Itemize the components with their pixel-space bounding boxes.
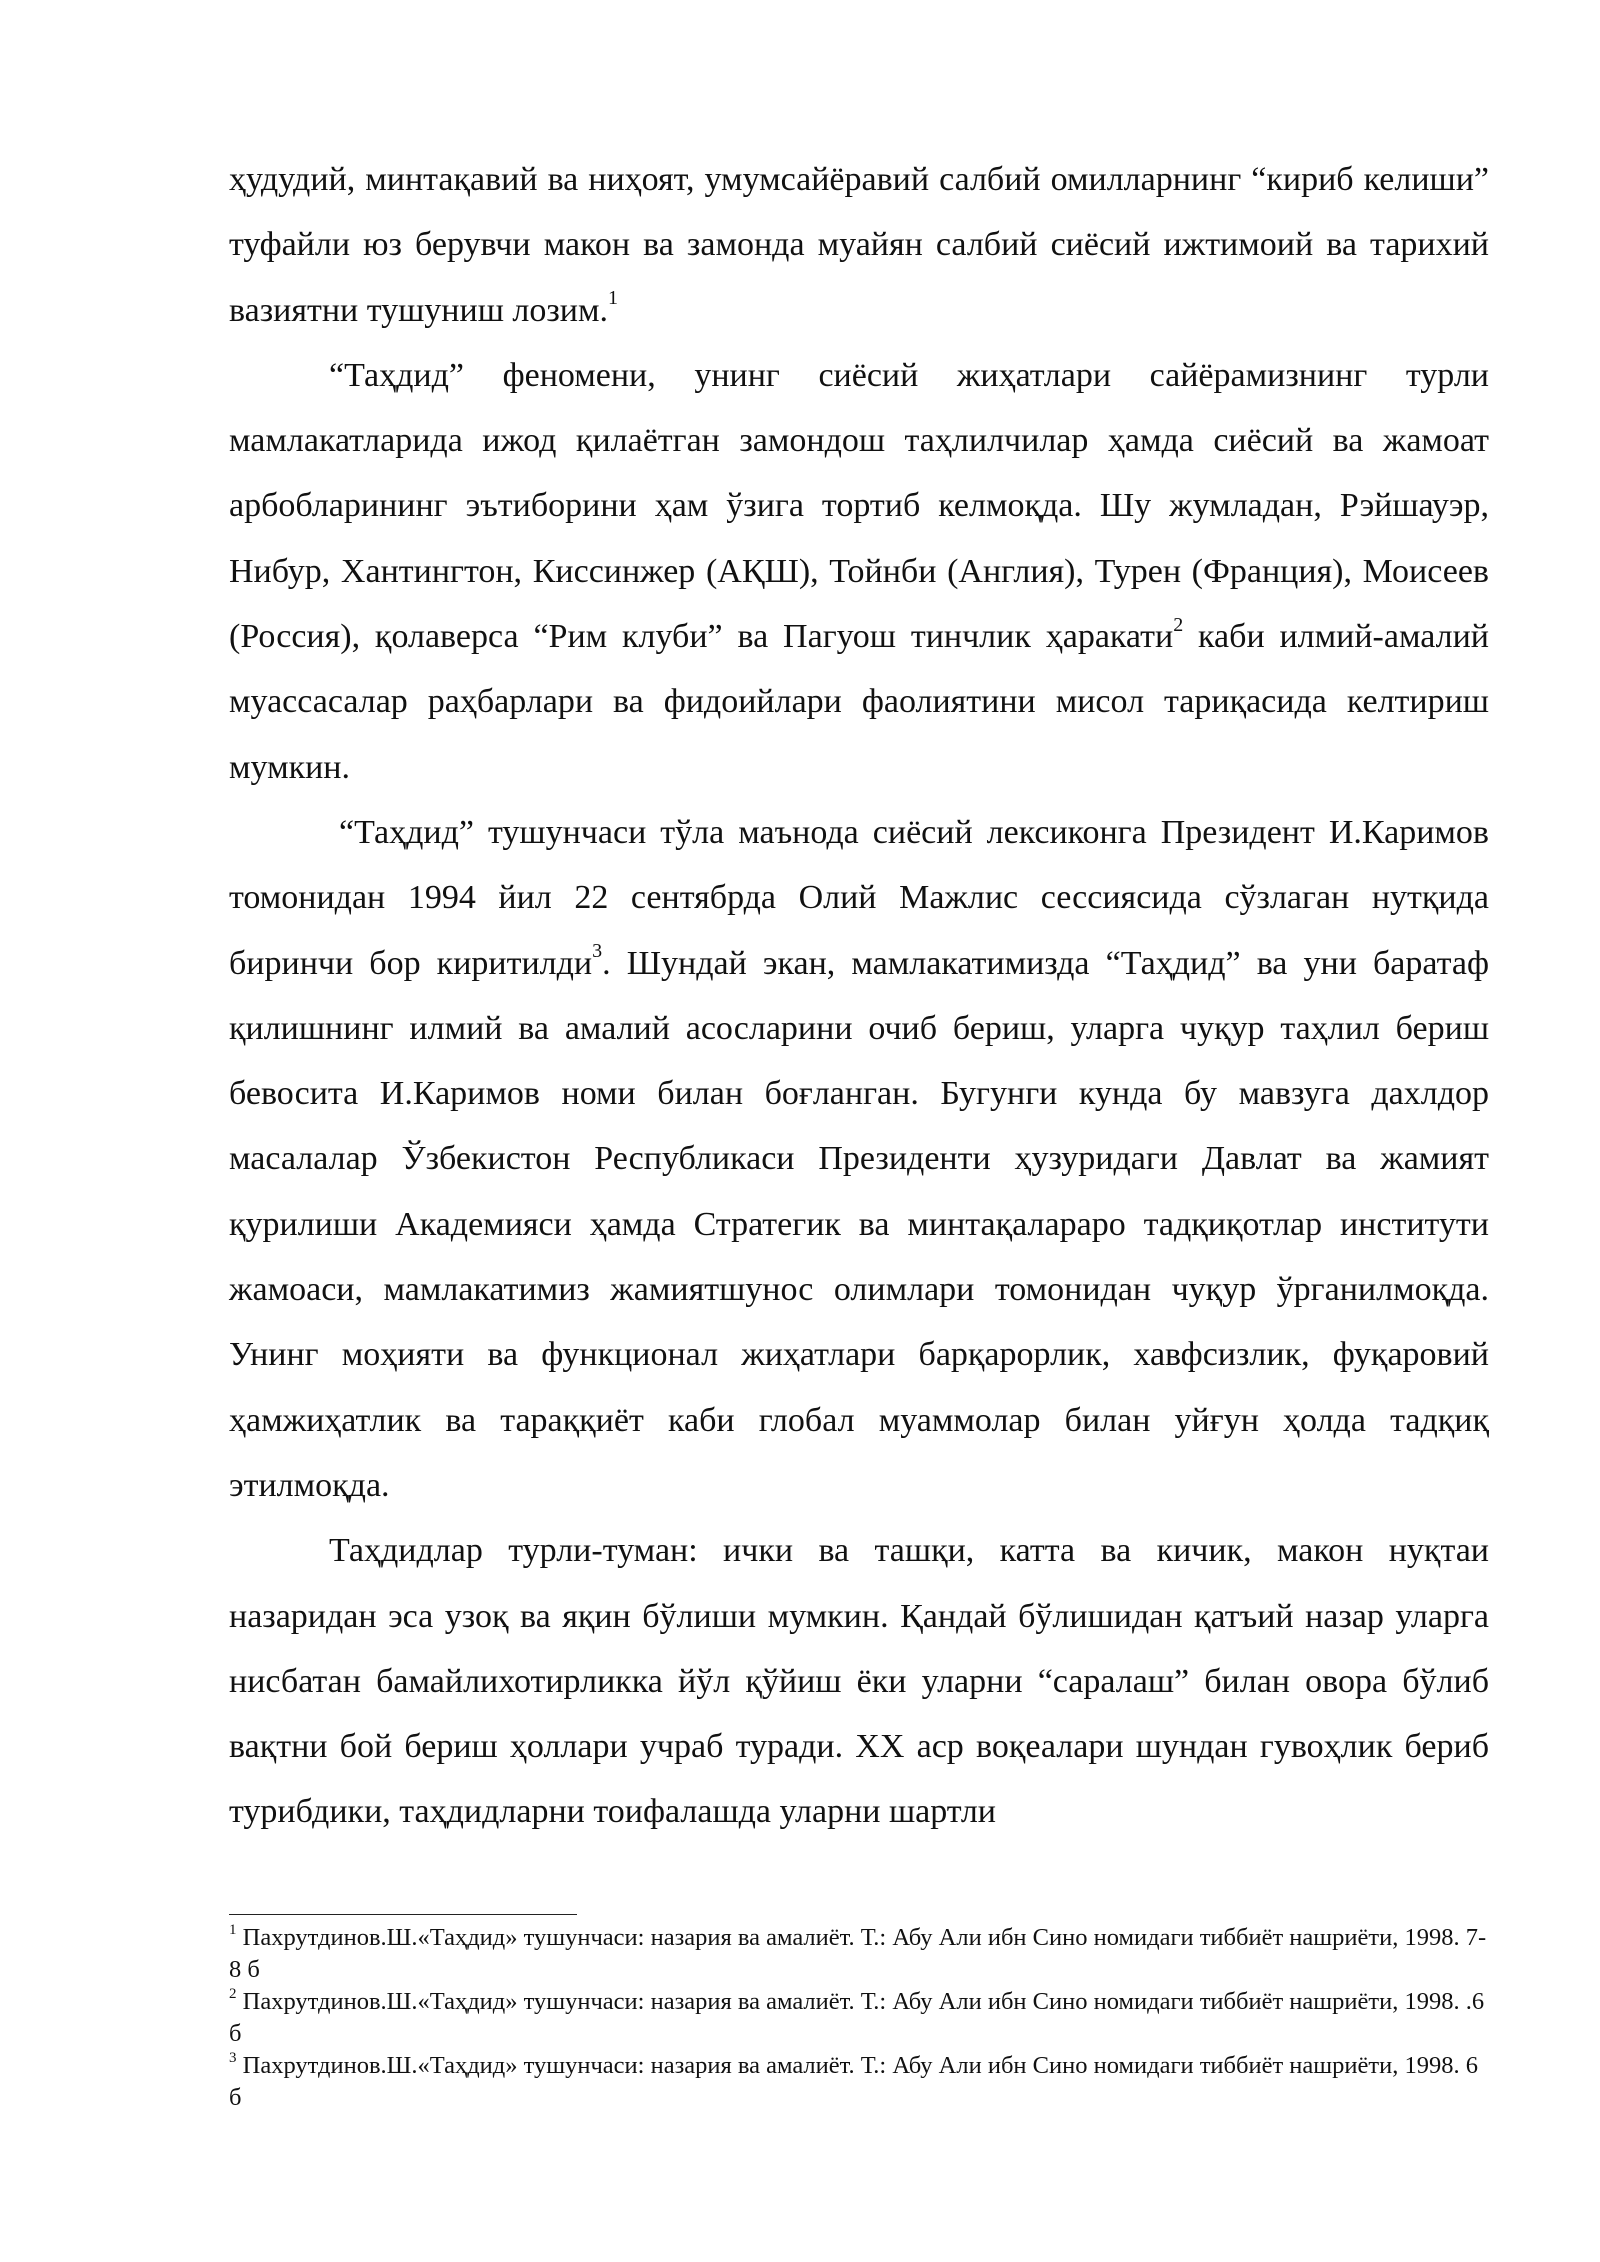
paragraph-2-text-a: “Таҳдид” феномени, унинг сиёсий жиҳатлари сайёрамизнинг турли мамлакатларида ижод қилаётган замондош таҳлилчилар ҳамда сиёсий ва жамоат арбобларининг эътиборини ҳам ўзига тортиб келмоқда. Шу жумладан, Рэйшауэр, Нибур, Хантингтон, Киссинжер (АҚШ), Тойнби (Англия), Турен (Франция), Моисеев (Россия), қолаверса “Рим клуби” ва Пагуош тинчлик ҳаракати (229, 356, 1489, 656)
footnote-text-3: Пахрутдинов.Ш.«Таҳдид» тушунчаси: назария ва амалиёт. Т.: Абу Али ибн Сино номидаги тиббиёт нашриёти, 1998. 6 б (229, 2052, 1478, 2111)
footnote-number-2: 2 (229, 1985, 237, 2002)
paragraph-2 (229, 343, 1489, 800)
paragraph-4 (229, 1518, 1489, 1844)
footnote-1 (229, 1922, 1489, 1986)
paragraph-3 (229, 800, 1489, 1518)
footnote-ref-2[interactable]: 2 (1173, 613, 1184, 636)
footnote-text-2: Пахрутдинов.Ш.«Таҳдид» тушунчаси: назария ва амалиёт. Т.: Абу Али ибн Сино номидаги тиббиёт нашриёти, 1998. .6 б (229, 1988, 1485, 2047)
paragraph-4-text: Таҳдидлар турли-туман: ички ва ташқи, катта ва кичик, макон нуқтаи назаридан эса узоқ ва яқин бўлиши мумкин. Қандай бўлишидан қатъий назар уларга нисбатан бамайлихотирликка йўл қўйиш ёки уларни “саралаш” билан овора бўлиб вақтни бой бериш ҳоллари учраб туради. XX аср воқеалари шундан гувоҳлик бериб турибдики, таҳдидларни тоифалашда уларни шартли (229, 1532, 1489, 1831)
paragraph-3-text-a: “Таҳдид” тушунчаси тўла маънода сиёсий лексиконга Президент И.Каримов томонидан 1994 йил 22 сентябрда Олий Мажлис сессиясида сўзлаган нутқида биринчи бор киритилди (229, 813, 1489, 982)
footnote-number-3: 3 (229, 2049, 237, 2066)
footnote-3 (229, 2050, 1489, 2114)
paragraph-3-text-b: . Шундай экан, мамлакатимизда “Таҳдид” ва уни баратаф қилишнинг илмий ва амалий асосларини очиб бериш, уларга чуқур таҳлил бериш бевосита И.Каримов номи билан боғланган. Бугунги кунда бу мавзуга дахлдор масалалар Ўзбекистон Республикаси Президенти ҳузуридаги Давлат ва жамият қурилиши Академияси ҳамда Стратегик ва минтақалараро тадқиқотлар институти жамоаси, мамлакатимиз жамиятшунос олимлари томонидан чуқур ўрганилмоқда. Унинг моҳияти ва функционал жиҳатлари барқарорлик, хавфсизлик, фуқаровий ҳамжиҳатлик ва тараққиёт каби глобал муаммолар билан уйғун ҳолда тадқиқ этилмоқда. (229, 944, 1489, 1504)
paragraph-2-text-b: каби илмий-амалий муассасалар раҳбарлари ва фидоийлари фаолиятини мисол тариқасида келтириш мумкин. (229, 618, 1490, 786)
paragraph-1-text: ҳудудий, минтақавий ва ниҳоят, умумсайёравий салбий омилларнинг “кириб келиши” туфайли юз берувчи макон ва замонда муайян салбий сиёсий ижтимоий ва тарихий вазиятни тушуниш лозим. (229, 161, 1489, 329)
footnote-number-1: 1 (229, 1921, 237, 1938)
body-text (229, 147, 1489, 1845)
paragraph-1 (229, 147, 1489, 343)
footnote-ref-3[interactable]: 3 (592, 940, 603, 963)
footnote-2 (229, 1986, 1489, 2050)
footnotes (229, 1922, 1489, 2114)
footnote-text-1: Пахрутдинов.Ш.«Таҳдид» тушунчаси: назария ва амалиёт. Т.: Абу Али ибн Сино номидаги тиббиёт нашриёти, 1998. 7-8 б (229, 1924, 1487, 1983)
footnote-separator (229, 1914, 577, 1915)
footnote-ref-1[interactable]: 1 (607, 287, 618, 310)
